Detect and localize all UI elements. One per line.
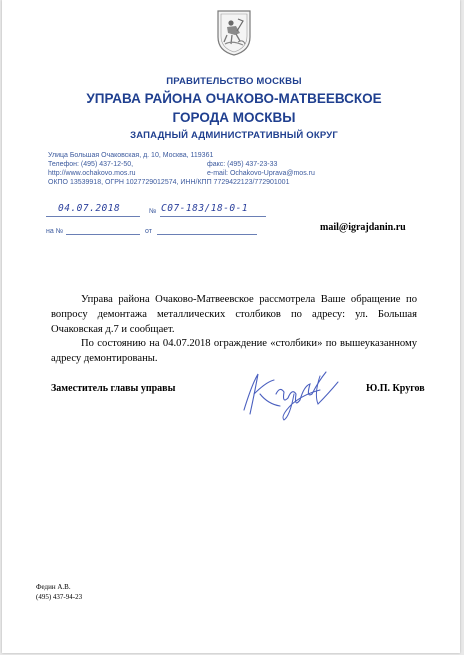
body-paragraph-1: Управа района Очаково-Матвеевское рассмотрела Ваше обращение по вопросу демонтажа металлических столбиков по адресу: ул. Большая Очаковская д.7 и сообщает. — [51, 294, 417, 335]
reference-number-label: на № — [46, 228, 64, 235]
header-government: ПРАВИТЕЛЬСТВО МОСКВЫ — [166, 76, 302, 87]
header-district: ЗАПАДНЫЙ АДМИНИСТРАТИВНЫЙ ОКРУГ — [130, 130, 338, 141]
signatory-name: Ю.П. Кругов — [366, 383, 425, 394]
outgoing-date: 04.07.2018 — [58, 203, 121, 214]
reference-date-field — [157, 226, 257, 235]
moscow-coat-of-arms-icon — [216, 9, 252, 57]
handwritten-signature-icon — [234, 364, 346, 422]
executor-phone: (495) 437-94-23 — [36, 593, 83, 601]
header-city: ГОРОДА МОСКВЫ — [172, 110, 296, 125]
contact-email: e-mail: Ochakovo-Uprava@mos.ru — [207, 170, 315, 177]
outgoing-date-field — [46, 205, 140, 217]
contact-phone: Телефон: (495) 437-12-50, — [48, 161, 134, 168]
letter-body — [51, 293, 417, 367]
recipient-email: mail@igrajdanin.ru — [320, 222, 406, 233]
reference-number-field — [66, 226, 140, 235]
body-paragraph-2: По состоянию на 04.07.2018 ограждение «столбики» по вышеуказанному адресу демонтированы. — [51, 338, 417, 365]
reference-date-label: от — [145, 228, 152, 235]
header-uprava: УПРАВА РАЙОНА ОЧАКОВО-МАТВЕЕВСКОЕ — [86, 91, 382, 106]
contact-codes: ОКПО 13539918, ОГРН 1027729012574, ИНН/КПП 7729422123/772901001 — [48, 179, 290, 186]
outgoing-number-label: № — [149, 208, 157, 215]
outgoing-number-field — [160, 205, 266, 217]
contact-website: http://www.ochakovo.mos.ru — [48, 170, 136, 177]
contact-address: Улица Большая Очаковская, д. 10, Москва, 119361 — [48, 152, 214, 159]
contact-fax: факс: (495) 437-23-33 — [207, 161, 278, 168]
letter-page — [2, 0, 460, 653]
outgoing-number: С07-183/18-0-1 — [161, 203, 249, 214]
executor-name: Федин А.В. — [36, 583, 71, 591]
signatory-role: Заместитель главы управы — [51, 383, 176, 394]
